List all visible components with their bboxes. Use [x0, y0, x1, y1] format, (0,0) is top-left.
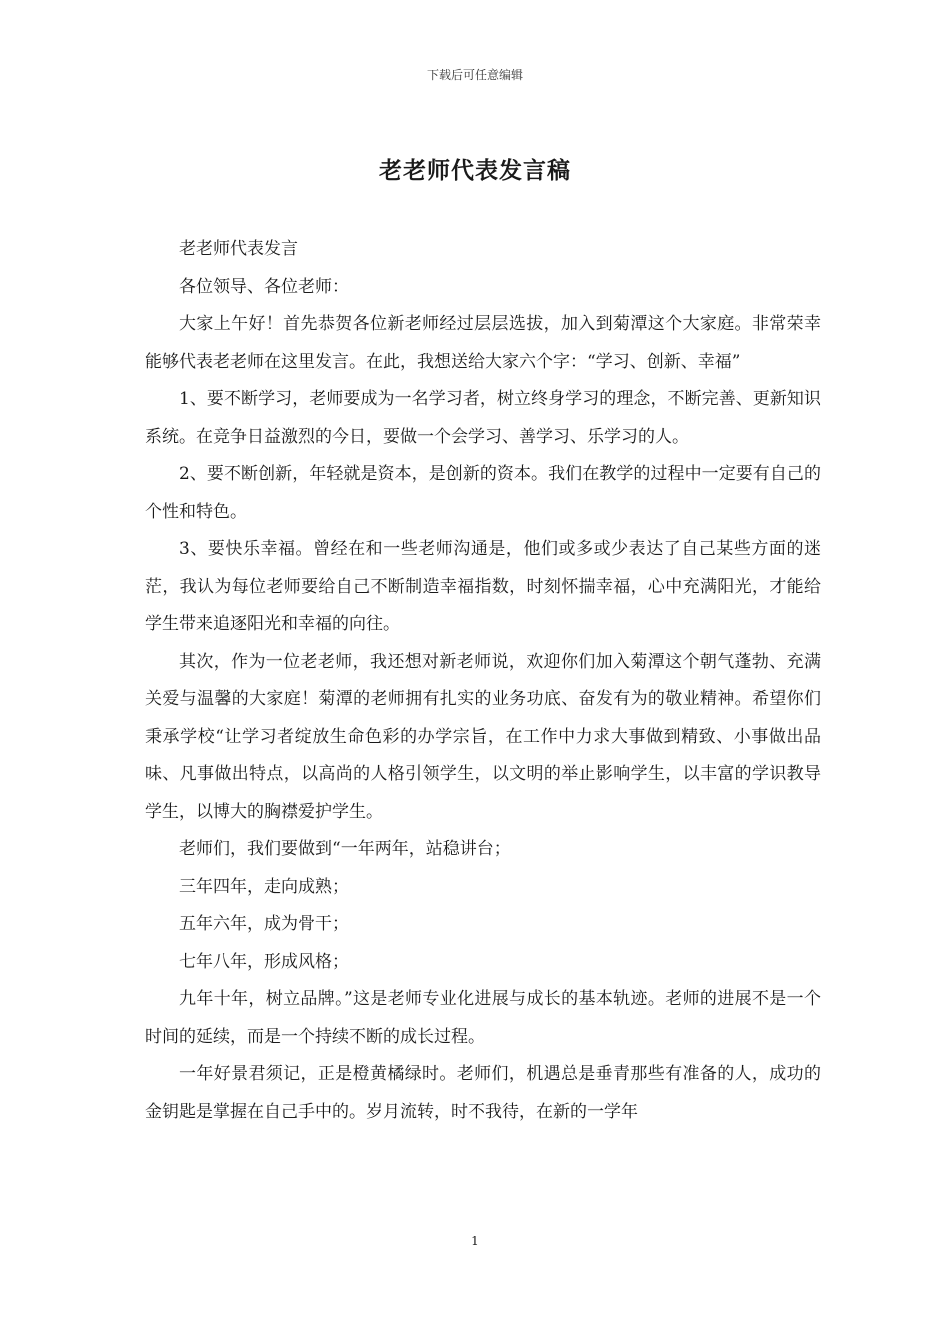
page-number: 1 [471, 1234, 479, 1248]
paragraph: 3、要快乐幸福。曾经在和一些老师沟通是，他们或多或少表达了自己某些方面的迷茫，我认为每位老师要给自己不断制造幸福指数，时刻怀揣幸福，心中充满阳光，才能给学生带来追逐阳光和幸福的向往。 [145, 539, 821, 634]
paragraph: 2、要不断创新，年轻就是资本，是创新的资本。我们在教学的过程中一定要有自己的个性和特色。 [145, 464, 821, 522]
paragraph: 1、要不断学习，老师要成为一名学习者，树立终身学习的理念，不断完善、更新知识系统。在竞争日益激烈的今日，要做一个会学习、善学习、乐学习的人。 [145, 389, 821, 447]
paragraph: 七年八年，形成风格； [179, 951, 349, 972]
paragraph: 其次，作为一位老老师，我还想对新老师说，欢迎你们加入菊潭这个朝气蓬勃、充满关爱与温馨的大家庭！菊潭的老师拥有扎实的业务功底、奋发有为的敬业精神。希望你们秉承学校“让学习者绽放生命色彩的办学宗旨，在工作中力求大事做到精致、小事做出品味、凡事做出特点，以高尚的人格引领学生，以文明的举止影响学生，以丰富的学识教导学生，以博大的胸襟爱护学生。 [145, 651, 821, 822]
paragraph: 一年好景君须记，正是橙黄橘绿时。老师们，机遇总是垂青那些有准备的人，成功的金钥匙是掌握在自己手中的。岁月流转，时不我待，在新的一学年 [145, 1064, 821, 1122]
paragraph: 五年六年，成为骨干； [179, 914, 349, 934]
header-note: 下载后可任意编辑 [426, 68, 523, 82]
paragraph: 老师们，我们要做到“一年两年，站稳讲台； [179, 839, 511, 859]
paragraph: 各位领导、各位老师： [179, 276, 349, 297]
paragraph: 三年四年，走向成熟； [179, 876, 349, 897]
document-body [145, 231, 821, 1131]
document-title: 老老师代表发言稿 [379, 157, 571, 184]
paragraph: 老老师代表发言 [179, 239, 298, 259]
paragraph: 九年十年，树立品牌。”这是老师专业化进展与成长的基本轨迹。老师的进展不是一个时间的延续，而是一个持续不断的成长过程。 [145, 989, 821, 1047]
paragraph: 大家上午好！首先恭贺各位新老师经过层层选拔，加入到菊潭这个大家庭。非常荣幸能够代表老老师在这里发言。在此，我想送给大家六个字：“学习、创新、幸福” [145, 314, 821, 372]
